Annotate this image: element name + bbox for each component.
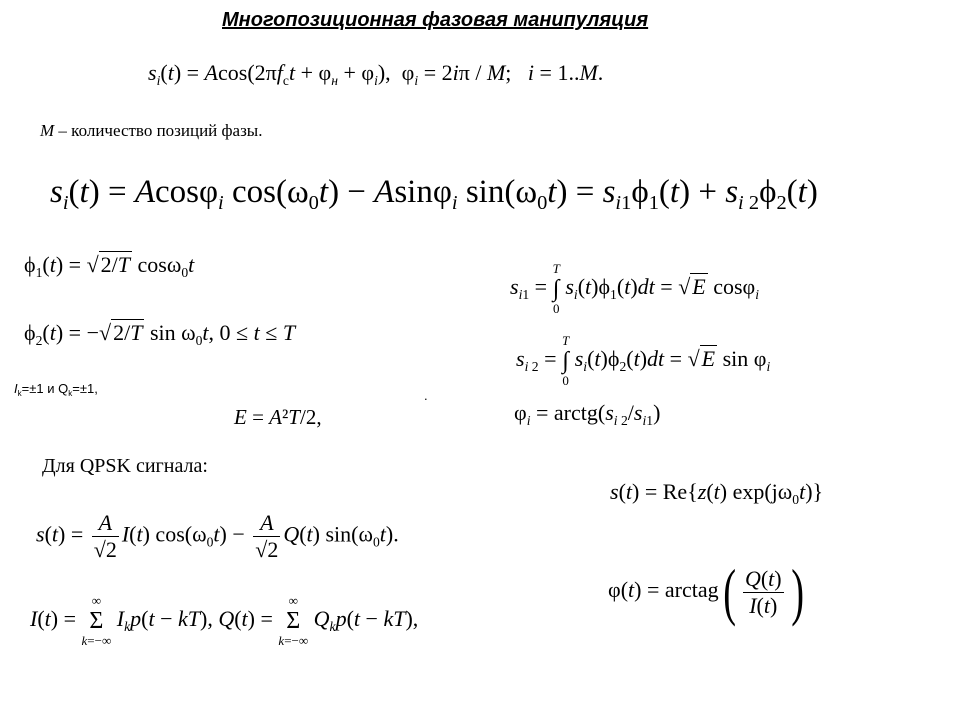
formula-phi-i: $\varphi_i$ = $arctg(s_{i 2}/s_{i1})$ xyxy=(514,400,661,428)
formula-phase: φ(t) = arctag( $\frac{Q(t)}{I(t)}$ ) xyxy=(608,556,804,627)
energy-formula: E = A²T/2, xyxy=(234,405,322,429)
formula-re: s(t) = Re{z(t) $\exp(j\omega_0t)$} xyxy=(610,479,824,507)
formula-si: $s_i(t) = Acos(2\pi f_сt + \varphi_н + \varphi_i)$, $\varphi_i = 2i\pi / M$; i = 1..M. xyxy=(148,60,604,88)
formula-big: $s_i(t) = Acos\varphi_i$ $\cos(\omega_0t) - Asin\varphi_i$ $\sin(\omega_0t) = s_{i1}\phi_1(t) + s_{i 2}\phi_2(t)$ xyxy=(50,174,818,215)
m-definition: M – количество позиций фазы. xyxy=(40,121,263,140)
formula-si2: $s_{i 2}$ = T ∫ 0 $s_i(t)\phi_2(t)dt = √E$ $\sin \varphi_i$ xyxy=(516,333,771,388)
formula-it-qt: I(t) = ∞ Σ k=−∞ $I_kp(t - kT)$, Q(t) = ∞ Σ k=−∞ $Q_kp(t - kT)$, xyxy=(30,593,419,648)
formula-phi1: $\phi_1(t) = √2/T$ cosω$_0$t xyxy=(24,252,195,280)
formula-st: s(t) = $\frac{A}{√2}$ I(t) $\cos(\omega_0t)$ − $\frac{A}{√2}$ Q(t) $\sin(\omega_0t)$. xyxy=(36,510,399,562)
page-title: Многопозиционная фазовая манипуляция xyxy=(222,9,649,31)
ik-qk-text: $I_k=\pm 1$ и $Q_k=\pm 1$, xyxy=(14,381,98,398)
dot: . xyxy=(424,388,428,403)
formula-phi2: $\phi_2(t) = -√2/T$ $\sin \omega_0t$, 0 ≤ t ≤ T xyxy=(24,320,296,348)
qpsk-label: Для QPSK сигнала: xyxy=(42,455,208,477)
formula-si1: $s_{i1}$ = T ∫ 0 $s_i(t)\phi_1(t)dt = √E$ cosφ$_i$ xyxy=(510,261,760,316)
